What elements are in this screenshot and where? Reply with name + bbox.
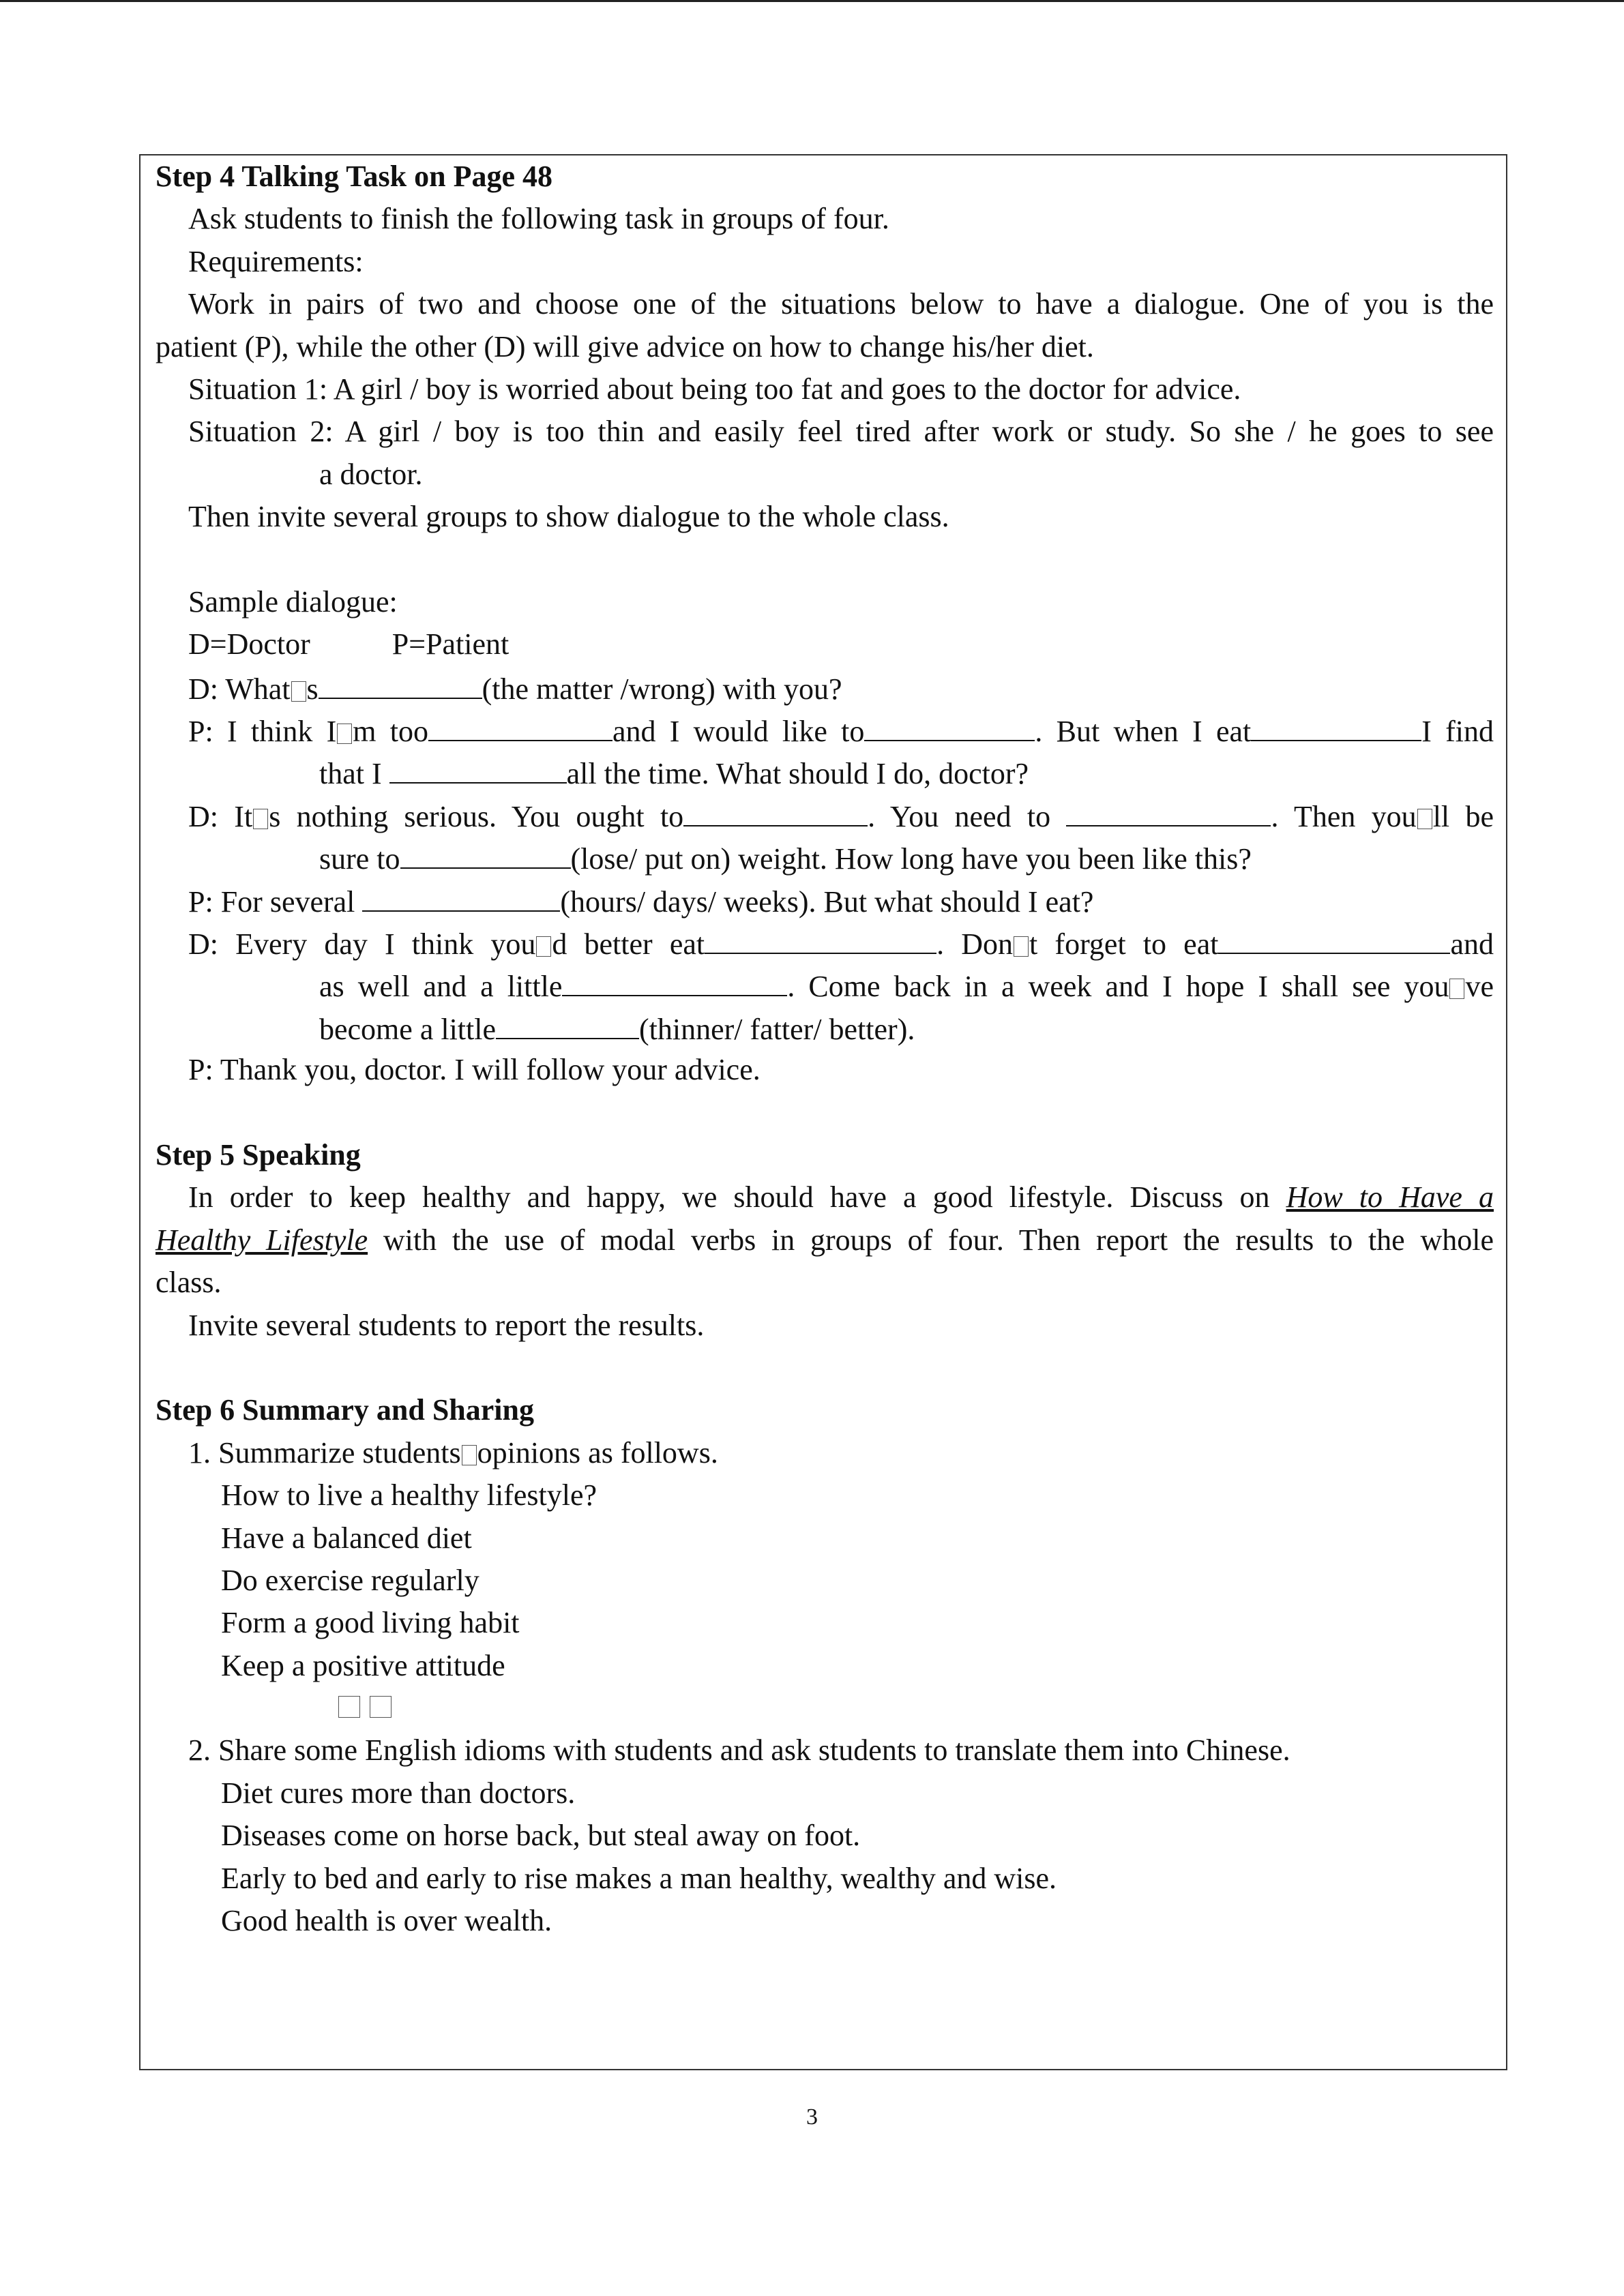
sample-dialogue-label: Sample dialogue: (188, 584, 398, 618)
dialogue-d2 (156, 794, 1494, 836)
spacer (156, 1092, 1494, 1134)
dialogue-d2-cont (156, 836, 1494, 878)
dialogue-d3-cont (156, 964, 1494, 1006)
summary-point: How to live a healthy lifestyle? (221, 1478, 597, 1512)
blank-field[interactable] (362, 879, 560, 912)
step5-line-4: Invite several students to report the results. (188, 1308, 705, 1342)
missing-glyph-box (462, 1445, 477, 1465)
situation-2-cont: a doctor. (319, 457, 423, 491)
summary-point: Do exercise regularly (221, 1563, 479, 1597)
dialogue-d3-cont2 (156, 1007, 1494, 1049)
spacer (156, 539, 1494, 581)
p2-text-a: P: For several (188, 884, 355, 919)
d2-text-d: . Then you (1271, 799, 1417, 833)
step5-line-2 (156, 1219, 1494, 1262)
dialogue-p2 (156, 879, 1494, 921)
blank-field[interactable] (428, 709, 612, 741)
blank-field[interactable] (1218, 921, 1450, 954)
blank-field[interactable] (1251, 709, 1421, 741)
situation-1: Situation 1: A girl / boy is worried about being too fat and goes to the doctor for advice. (188, 372, 1241, 406)
d3-text-h: ve (1465, 970, 1494, 1004)
d3-text-e: and (1450, 927, 1494, 961)
blank-field[interactable] (1066, 794, 1271, 826)
idiom: Early to bed and early to rise makes a man healthy, wealthy and wise. (221, 1861, 1057, 1895)
lifestyle-topic-link: How to Have a (1286, 1180, 1494, 1214)
p1-text-f: all the time. What should I do, doctor? (566, 757, 1029, 791)
step6-heading: Step 6 Summary and Sharing (156, 1393, 535, 1427)
blank-field[interactable] (864, 709, 1035, 741)
d2-text-g: (lose/ put on) weight. How long have you been like this? (570, 842, 1252, 876)
d2-text-f: sure to (319, 842, 400, 876)
d2-text-c: . You need to (868, 799, 1051, 833)
blank-field[interactable] (496, 1007, 639, 1039)
step6-item-2: 2. Share some English idioms with students and ask students to translate them into Chinese. (188, 1733, 1290, 1768)
d1-text-s: s (306, 672, 319, 706)
step5-heading: Step 5 Speaking (156, 1137, 361, 1172)
blank-field[interactable] (683, 794, 868, 826)
blank-field[interactable] (562, 964, 787, 996)
dialogue-roles (156, 623, 1494, 666)
requirements-label: Requirements: (188, 244, 364, 278)
situation-2: Situation 2: A girl / boy is too thin and easily feel tired after work or study. So she / he goes to see (188, 415, 1494, 449)
summary-point: Keep a positive attitude (221, 1648, 505, 1682)
d1-text-b: (the matter /wrong) with you? (482, 672, 842, 706)
dialogue-d1 (156, 666, 1494, 709)
missing-glyph-box (370, 1696, 392, 1718)
step5-line-1 (156, 1176, 1494, 1219)
d3-text-a: D: Every day I think you (188, 927, 536, 961)
work-line-1: Work in pairs of two and choose one of the situations below to have a dialogue. One of you is the (188, 287, 1494, 321)
p1-text-a: P: I think I (188, 715, 337, 749)
step5-text-a: In order to keep healthy and happy, we should have a good lifestyle. Discuss on (188, 1180, 1270, 1214)
dialogue-d3 (156, 921, 1494, 964)
missing-glyph-box (1449, 979, 1464, 999)
step4-heading: Step 4 Talking Task on Page 48 (156, 160, 553, 193)
idiom: Diet cures more than doctors. (221, 1776, 576, 1810)
blank-field[interactable] (705, 921, 936, 954)
missing-glyph-box (536, 936, 551, 957)
idiom: Diseases come on horse back, but steal away on foot. (221, 1819, 861, 1853)
dialogue-p1-cont (156, 751, 1494, 793)
p2-text-b: (hours/ days/ weeks). But what should I eat? (560, 884, 1094, 919)
missing-glyph-row (156, 1687, 1494, 1729)
item1-text-b: opinions as follows. (477, 1435, 718, 1470)
step4-instruction: Ask students to finish the following task in groups of four. (188, 202, 889, 236)
d2-text-b: s nothing serious. You ought to (269, 799, 684, 833)
d1-text-a: D: What (188, 672, 291, 706)
d2-text-a: D: It (188, 799, 253, 833)
spacer (156, 1347, 1494, 1389)
dialogue-p3: P: Thank you, doctor. I will follow your advice. (188, 1053, 761, 1087)
item1-text-a: 1. Summarize students (188, 1435, 461, 1470)
work-line-2: patient (P), while the other (D) will give advice on how to change his/her diet. (156, 329, 1094, 363)
invite-groups: Then invite several groups to show dialogue to the whole class. (188, 500, 949, 534)
blank-field[interactable] (389, 751, 567, 784)
step6-item-1 (156, 1432, 1494, 1474)
document-body (156, 155, 1494, 1942)
missing-glyph-box (1014, 936, 1029, 957)
missing-glyph-box (253, 809, 268, 829)
d2-text-e: ll be (1432, 799, 1494, 833)
missing-glyph-box (338, 1696, 360, 1718)
dialogue-p1 (156, 709, 1494, 751)
d3-text-f: as well and a little (319, 970, 563, 1004)
d3-text-g: . Come back in a week and I hope I shall see you (787, 970, 1449, 1004)
d3-text-c: . Don (936, 927, 1014, 961)
p1-text-e: that I (319, 757, 382, 791)
p1-text-m: m too (353, 715, 428, 749)
p1-text-d: I find (1421, 715, 1494, 749)
lifestyle-topic-link-cont: Healthy Lifestyle (156, 1223, 368, 1257)
step5-text-b: with the use of modal verbs in groups of four. Then report the results to the whole (383, 1223, 1494, 1257)
step5-line-3: class. (156, 1266, 222, 1300)
missing-glyph-box (291, 681, 306, 702)
p1-text-c: . But when I eat (1035, 715, 1252, 749)
d3-text-d: t forget to eat (1029, 927, 1219, 961)
p1-text-b: and I would like to (612, 715, 865, 749)
page-number: 3 (806, 2104, 818, 2130)
top-border (0, 0, 1624, 2)
blank-field[interactable] (319, 666, 482, 699)
idiom: Good health is over wealth. (221, 1904, 552, 1938)
d3-text-b: d better eat (552, 927, 705, 961)
role-patient: P=Patient (392, 627, 510, 661)
summary-point: Form a good living habit (221, 1606, 520, 1640)
blank-field[interactable] (400, 836, 571, 869)
d3-text-j: (thinner/ fatter/ better). (639, 1012, 915, 1046)
summary-point: Have a balanced diet (221, 1521, 472, 1555)
missing-glyph-box (337, 724, 352, 744)
role-doctor: D=Doctor (188, 627, 310, 661)
d3-text-i: become a little (319, 1012, 496, 1046)
missing-glyph-box (1417, 809, 1432, 829)
